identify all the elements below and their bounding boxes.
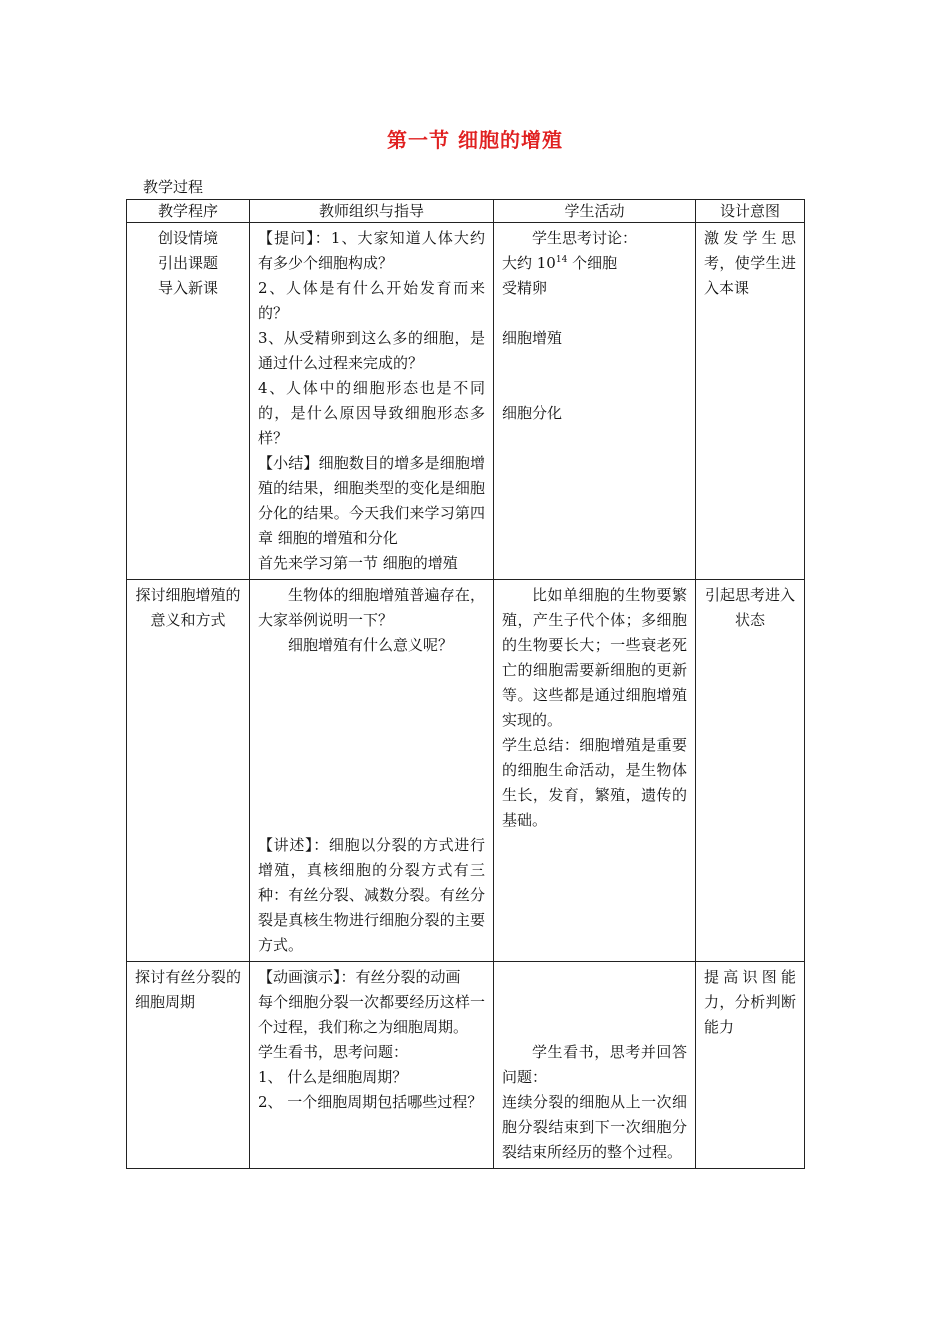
teacher-question-3: 3、从受精卵到这么多的细胞，是通过什么过程来完成的？ (258, 329, 485, 372)
teacher-cell (250, 223, 494, 580)
student-intro: 学生看书，思考并回答问题： (502, 1043, 687, 1086)
teacher-question-4: 4、人体中的细胞形态也是不同的，是什么原因导致细胞形态多样？ (258, 379, 485, 447)
header-design: 设计意图 (696, 200, 805, 223)
student-cell (494, 962, 696, 1169)
table-row (127, 962, 805, 1169)
teacher-task: 学生看书，思考问题： (258, 1043, 409, 1061)
answer-text: 个细胞 (567, 254, 618, 272)
student-cell (494, 580, 696, 962)
student-cell (494, 223, 696, 580)
section-subtitle: 教学过程 (143, 178, 204, 196)
student-answer: 连续分裂的细胞从上一次细胞分裂结束到下一次细胞分裂结束所经历的整个过程。 (502, 1093, 687, 1161)
teacher-explanation: 【讲述】：细胞以分裂的方式进行增殖，真核细胞的分裂方式有三种：有丝分裂、减数分裂。有丝分裂是真核生物进行细胞分裂的主要方式。 (258, 836, 485, 954)
table-header-row (127, 200, 805, 223)
teacher-question-1: 【提问】：1、大家知道人体大约有多少个细胞构成？ (258, 229, 485, 272)
page-title: 第一节 细胞的增殖 (387, 128, 563, 152)
teacher-question-2: 2、 一个细胞周期包括哪些过程？ (258, 1093, 483, 1111)
header-step: 教学程序 (127, 200, 250, 223)
teacher-question-2: 2、人体是有什么开始发育而来的？ (258, 279, 485, 322)
student-answer-4: 细胞分化 (502, 404, 563, 422)
student-answer-3: 细胞增殖 (502, 329, 563, 347)
student-intro: 学生思考讨论： (532, 229, 638, 247)
lesson-table (126, 199, 805, 1169)
student-answer-2: 受精卵 (502, 279, 548, 297)
step-cell: 探讨细胞增殖的意义和方式 (127, 580, 250, 962)
step-cell (127, 223, 250, 580)
step-line: 导入新课 (157, 279, 218, 297)
step-line: 引出课题 (157, 254, 218, 272)
student-examples: 比如单细胞的生物要繁殖，产生子代个体；多细胞的生物要长大；一些衰老死亡的细胞需要新细胞的更新等。这些都是通过细胞增殖实现的。 (502, 586, 687, 729)
step-cell: 探讨有丝分裂的细胞周期 (127, 962, 250, 1169)
teacher-cell (250, 962, 494, 1169)
teacher-question-1: 1、 什么是细胞周期？ (258, 1068, 408, 1086)
teacher-prompt-1: 生物体的细胞增殖普遍存在，大家举例说明一下？ (258, 586, 485, 629)
teacher-cell (250, 580, 494, 962)
table-row (127, 580, 805, 962)
teacher-intro: 首先来学习第一节 细胞的增殖 (258, 554, 458, 572)
student-summary: 学生总结：细胞增殖是重要的细胞生命活动，是生物体生长，发育，繁殖，遗传的基础。 (502, 736, 687, 829)
design-cell: 激发学生思考，使学生进入本课 (696, 223, 805, 580)
table-row (127, 223, 805, 580)
teacher-explanation: 每个细胞分裂一次都要经历这样一个过程，我们称之为细胞周期。 (258, 993, 485, 1036)
step-line: 创设情境 (157, 229, 218, 247)
teacher-animation: 【动画演示】：有丝分裂的动画 (258, 968, 461, 986)
header-teacher: 教师组织与指导 (250, 200, 494, 223)
design-cell: 提高识图能力，分析判断能力 (696, 962, 805, 1169)
student-answer-1 (502, 251, 687, 276)
teacher-prompt-2: 细胞增殖有什么意义呢？ (288, 636, 454, 654)
teacher-summary: 【小结】细胞数目的增多是细胞增殖的结果，细胞类型的变化是细胞分化的结果。今天我们来学习第四章 细胞的增殖和分化 (258, 454, 485, 547)
design-cell: 引起思考进入状态 (696, 580, 805, 962)
answer-text: 大约 10 (502, 254, 556, 272)
answer-exponent: 14 (555, 255, 568, 265)
header-student: 学生活动 (494, 200, 696, 223)
